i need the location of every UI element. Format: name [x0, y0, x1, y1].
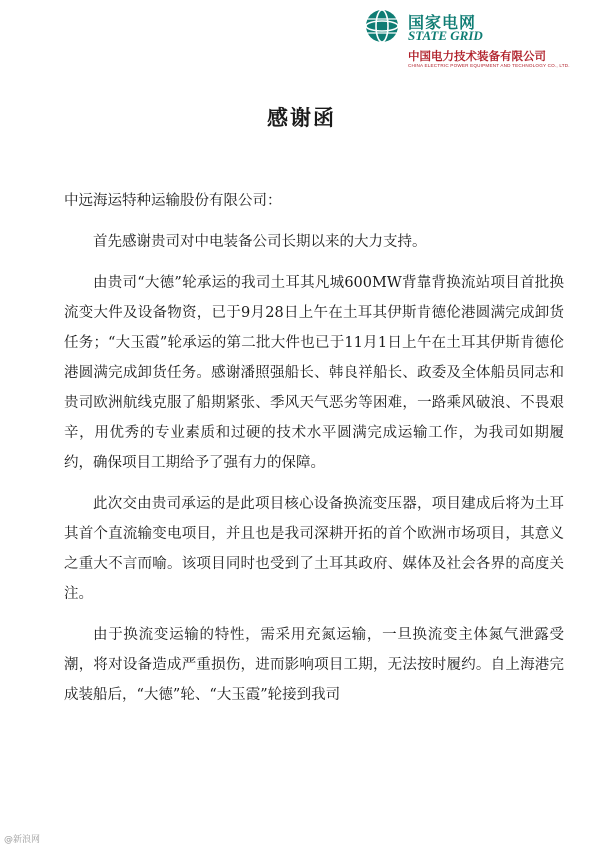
- paragraph-3: 此次交由贵司承运的是此项目核心设备换流变压器，项目建成后将为土耳其首个直流输变电项目，并且也是我司深耕开拓的首个欧洲市场项目，其意义之重大不言而喻。该项目同时也受到了土耳其政府、媒体及社会各界的高度关注。: [64, 496, 564, 602]
- state-grid-logo-icon: [364, 8, 400, 44]
- company-name-en: CHINA ELECTRIC POWER EQUIPMENT AND TECHNOLOGY CO., LTD.: [408, 63, 570, 68]
- letter-body: [64, 186, 564, 721]
- source-watermark: @新浪网: [4, 832, 40, 845]
- letterhead: [352, 6, 600, 68]
- paragraph-2: 由贵司“大德”轮承运的我司土耳其凡城600MW背靠背换流站项目首批换流变大件及设备物资，已于9月28日上午在土耳其伊斯肯德伦港圆满完成卸货任务；“大玉霞”轮承运的第二批大件也已于11月1日上午在土耳其伊斯肯德伦港圆满完成卸货任务。感谢潘照强船长、韩良祥船长、政委及全体船员同志和贵司欧洲航线克服了船期紧张、季风天气恶劣等困难，一路乘风破浪、不畏艰辛，用优秀的专业素质和过硬的技术水平圆满完成运输工作，为我司如期履约，确保项目工期给予了强有力的保障。: [64, 275, 564, 471]
- brand-name-cn: 国家电网: [408, 13, 477, 32]
- paragraph-4: 由于换流变运输的特性，需采用充氮运输，一旦换流变主体氮气泄露受潮，将对设备造成严重损伤，进而影响项目工期，无法按时履约。自上海港完成装船后，“大德”轮、“大玉霞”轮接到我司: [64, 627, 564, 703]
- salutation: 中远海运特种运输股份有限公司：: [64, 193, 282, 209]
- letter-title: 感谢函: [267, 105, 336, 130]
- company-name-cn: 中国电力技术装备有限公司: [408, 49, 546, 63]
- paragraph-1: 首先感谢贵司对中电装备公司长期以来的大力支持。: [93, 234, 427, 250]
- brand-name-en: STATE GRID: [408, 28, 483, 43]
